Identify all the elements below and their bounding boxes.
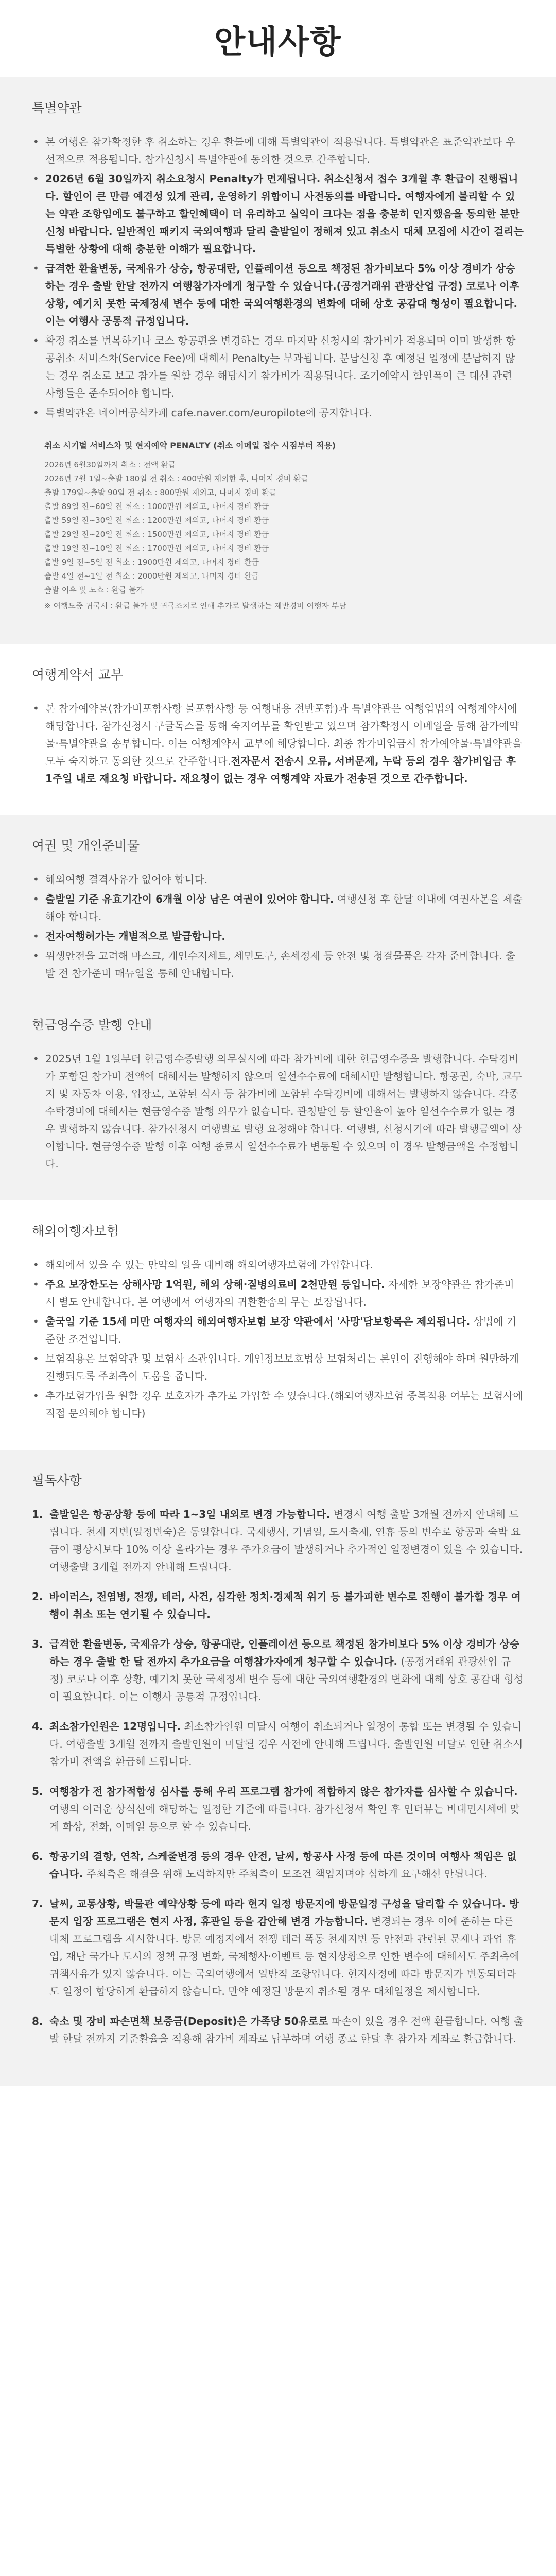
penalty-line: 출발 59일 전~30일 전 취소 : 1200만원 제외고, 나머지 경비 환급 [44, 516, 269, 525]
section-title: 현금영수증 발행 안내 [32, 1018, 152, 1032]
list-item: • 출국일 기준 15세 미만 여행자의 해외여행자보험 보장 약관에서 '사망'담보항목은 제외됩니다. 상법에 기준한 조건입니다. [32, 1313, 524, 1348]
penalty-line: 출발 179일~출발 90일 전 취소 : 800만원 제외고, 나머지 경비 환급 [44, 488, 276, 497]
list-item: • 급격한 환율변동, 국제유가 상승, 항공대란, 인플레이션 등으로 책정된 참가비보다 5% 이상 경비가 상승하는 경우 출발 한달 전까지 여행참가자에게 청구할 수 있습니다.(공정거래위 관광산업 규정) 코로나 이후 상황, 예기치 못한 국제정세 변수 등에 대한 국외여행환경의 변화에 대해 상호 공감대 형성이 필요합니다. 이는 여행사 공통적 규정입니다. [32, 260, 524, 330]
passport-section [0, 815, 556, 1010]
receipt-section [0, 1010, 556, 1200]
contract-list [32, 700, 524, 787]
list-item: • 2025년 1월 1일부터 현금영수증발행 의무실시에 따라 참가비에 대한 현금영수증을 발행합니다. 수탁경비가 포함된 참가비 전액에 대해서는 발행하지 않으며 일선수수료에 대해서만 발행합니다. 항공권, 숙박, 교무지 및 자동차 이용, 입장료, 포함된 식사 등 참가비에 포함된 수탁경비에 대해서는 발행하지 않습니다. 각종 수탁경비에 대해서는 현금영수증 발행 의무가 없습니다. 관청발인 등 할인율이 높아 일선수수료가 없는 경우 발행하지 않습니다. 참가신청시 여행발로 발행 요청해야 합니다. 여행별, 신청시기에 따라 발행금액이 상이합니다. 현금영수증 발행 이후 여행 종료시 일선수수료가 변동될 수 있으며 이 경우 발행금액을 수정합니다. [32, 1050, 524, 1173]
list-item: 5. 여행참가 전 참가적합성 심사를 통해 우리 프로그램 참가에 적합하지 않은 참가자를 심사할 수 있습니다. 여행의 이러운 상식선에 해당하는 일정한 기준에 따릅니다. 참가신청서 확인 후 인터뷰는 비대면시세에 맞게 화상, 전화, 이메일 등으로 할 수 있습니다. [32, 1785, 520, 1833]
section-title: 특별약관 [32, 100, 82, 115]
list-item: • 확정 취소를 번복하거나 코스 항공편을 변경하는 경우 마지막 신청시의 참가비가 적용되며 이미 발생한 항공취소 서비스차(Service Fee)에 대해서 Penalty는 부과됩니다. 분납신청 후 예정된 일정에 분납하지 않는 경우 취소로 보고 참가를 원할 경우 해당시기 참가비가 적용됩니다. 조기예약시 할인폭이 큰 대신 관련 사항들은 준수되어야 합니다. [32, 332, 524, 402]
penalty-line: 출발 89일 전~60일 전 취소 : 1000만원 제외고, 나머지 경비 환급 [44, 502, 269, 511]
list-item: • 주요 보장한도는 상해사망 1억원, 해외 상해·질병의료비 2천만원 등입니다. 자세한 보장약관은 참가준비 시 별도 안내합니다. 본 여행에서 여행자의 귀환환송의 무는 보장됩니다. [32, 1276, 524, 1311]
penalty-line: 출발 19일 전~10일 전 취소 : 1700만원 제외고, 나머지 경비 환급 [44, 544, 269, 553]
list-item: • 보험적용은 보험약관 및 보험사 소관입니다. 개인정보보호법상 보험처리는 본인이 진행해야 하며 원만하게 진행되도록 주최측이 도움을 줍니다. [32, 1350, 524, 1385]
section-title: 필독사항 [32, 1473, 82, 1488]
section-title: 해외여행자보험 [32, 1224, 119, 1239]
penalty-line: 출발 이후 및 노쇼 : 환급 불가 [44, 585, 144, 595]
list-item: • 해외여행 결격사유가 없어야 합니다. [32, 871, 524, 888]
list-item: 8. 숙소 및 장비 파손면책 보증금(Deposit)은 가족당 50유로로 파손이 있을 경우 전액 환급합니다. 여행 출발 한달 전까지 기준환율을 적용해 참가비 계좌로 납부하며 여행 종료 한달 후 참가자 계좌로 환급합니다. [32, 2015, 524, 2045]
notes-section [0, 1450, 556, 2086]
list-item: • 추가보험가입을 원할 경우 보호자가 추가로 가입할 수 있습니다.(해외여행자보험 중복적용 여부는 보험사에 직접 문의해야 합니다) [32, 1387, 524, 1422]
penalty-table-title: 취소 시기별 서비스차 및 현지예약 PENALTY (취소 이메일 접수 시점부터 적용) [44, 440, 336, 450]
page-title: 안내사항 [214, 22, 342, 60]
special-terms-section [0, 77, 556, 644]
contract-section [0, 644, 556, 815]
penalty-table [44, 439, 524, 613]
special-terms-list [32, 133, 524, 421]
list-item: 1. 출발일은 항공상황 등에 따라 1~3일 내외로 변경 가능합니다. 변경시 여행 출발 3개월 전까지 안내해 드립니다. 천재 지변(일정변숙)은 동일합니다. 국제행사, 기념일, 도시축제, 연휴 등의 변수로 항공과 숙박 요금이 평상시보다 10% 이상 올라가는 경우 주가요금이 발생하거나 추가적인 일정변경이 있을 수 있습니다. 여행출발 3개월 전까지 안내해 드립니다. [32, 1508, 523, 1573]
insurance-list [32, 1256, 524, 1422]
receipt-list [32, 1050, 524, 1173]
penalty-line: 출발 9일 전~5일 전 취소 : 1900만원 제외고, 나머지 경비 환급 [44, 557, 259, 567]
penalty-line: 출발 29일 전~20일 전 취소 : 1500만원 제외고, 나머지 경비 환급 [44, 530, 269, 539]
insurance-section [0, 1200, 556, 1450]
penalty-line: 2026년 6월30일까지 취소 : 전액 환급 [44, 460, 176, 469]
list-item: 2. 바이러스, 전염병, 전쟁, 테러, 사건, 심각한 정치·경제적 위기 등 불가피한 변수로 진행이 불가할 경우 여행이 취소 또는 연기될 수 있습니다. [32, 1590, 521, 1620]
title-bar [0, 0, 556, 77]
section-title: 여행계약서 교부 [32, 667, 123, 682]
list-item: • 전자여행허가는 개별적으로 발급합니다. [32, 927, 524, 945]
notes-list [32, 1505, 524, 2047]
list-item: 4. 최소참가인원은 12명입니다. 최소참가인원 미달시 여행이 취소되거나 일정이 통합 또는 변경될 수 있습니다. 여행출발 3개월 전까지 출발인원이 미달될 경우 사전에 안내해 드립니다. 출발인원 미달로 인한 취소시 참가비 전액을 환급해 드립니다. [32, 1720, 523, 1768]
penalty-note: ※ 여행도중 귀국시 : 환급 불가 및 귀국조치로 인해 추가로 발생하는 제반경비 여행자 부담 [44, 601, 346, 611]
penalty-line: 2026년 7월 1일~출발 180일 전 취소 : 400만원 제외한 후, 나머지 경비 환급 [44, 474, 308, 483]
list-item: • 본 참가예약물(참가비포함사항 불포함사항 등 여행내용 전반포함)과 특별약관은 여행업법의 여행계약서에 해당합니다. 참가신청시 구글독스를 통해 숙지여부를 확인받고 있으며 참가확정시 이메일을 통해 참가예약물·특별약관을 송부합니다. 이는 여행계약서 교부에 해당합니다. 최종 참가비입금시 참가예약물·특별약관을 모두 숙지하고 동의한 것으로 간주합니다.전자문서 전송시 오류, 서버문제, 누락 등의 경우 참가비입금 후 1주일 내로 재요청 바랍니다. 재요청이 없는 경우 여행계약 자료가 전송된 것으로 간주합니다. [32, 700, 524, 787]
list-item: • 출발일 기준 유효기간이 6개월 이상 남은 여권이 있어야 합니다. 여행신청 후 한달 이내에 여권사본을 제출해야 합니다. [32, 890, 524, 925]
list-item: • 본 여행은 참가확정한 후 취소하는 경우 환불에 대해 특별약관이 적용됩니다. 특별약관은 표준약관보다 우선적으로 적용됩니다. 참가신청시 특별약관에 동의한 것으로 간주합니다. [32, 133, 524, 168]
list-item: 7. 날씨, 교통상황, 박물관 예약상황 등에 따라 현지 일정 방문지에 방문일정 구성을 달리할 수 있습니다. 방문지 입장 프로그램은 현지 사정, 휴관일 등을 감안해 변경 가능합니다. 변경되는 경우 이에 준하는 다른 대체 프로그램을 제시합니다. 방문 예정지에서 전쟁 테러 폭동 천재지변 등 안전과 관련된 문제나 파업 휴업, 재난 국가나 도시의 정책 규정 변화, 국제행사·이벤트 등 현지상황으로 인한 변수에 대해서도 주최측에 귀책사유가 있지 않습니다. 이는 국외여행에서 일반적 조항입니다. 현지사정에 따라 방문지가 변동되더라도 일정이 합당하게 환급하지 않습니다. 만약 예정된 방문지 취소될 경우 대체일정을 제시합니다. [32, 1897, 520, 1997]
section-title: 여권 및 개인준비물 [32, 838, 140, 853]
list-item: 3. 급격한 환율변동, 국제유가 상승, 항공대란, 인플레이션 등으로 책정된 참가비보다 5% 이상 경비가 상승하는 경우 출발 한 달 전까지 추가요금을 여행참가자에게 청구할 수 있습니다. (공정거래위 관광산업 규정) 코로나 이후 상황, 예기치 못한 국제정세 변수 등에 대한 국외여행환경의 변화에 대해 상호 공감대 형성이 필요합니다. 이는 여행사 공통적 규정입니다. [32, 1638, 524, 1703]
penalty-line: 출발 4일 전~1일 전 취소 : 2000만원 제외고, 나머지 경비 환급 [44, 571, 259, 581]
list-item: • 해외에서 있을 수 있는 만약의 일을 대비해 해외여행자보험에 가입합니다. [32, 1256, 524, 1274]
list-item: 6. 항공기의 결항, 연착, 스케줄변경 등의 경우 안전, 날씨, 항공사 사정 등에 따른 것이며 여행사 책임은 없습니다. 주최측은 해결을 위해 노력하지만 주최측이 모조건 책임지며야 심하게 요구해선 안됩니다. [32, 1850, 517, 1880]
passport-list [32, 871, 524, 982]
list-item: • 특별약관은 네이버공식카페 cafe.naver.com/europilote에 공지합니다. [32, 404, 524, 421]
list-item: • 위생안전을 고려해 마스크, 개인수저세트, 세면도구, 손세정제 등 안전 및 청결물품은 각자 준비합니다. 출발 전 참가준비 매뉴얼을 통해 안내합니다. [32, 947, 524, 982]
list-item: • 2026년 6월 30일까지 취소요청시 Penalty가 면제됩니다. 취소신청서 접수 3개월 후 환급이 진행됩니다. 할인이 큰 만큼 예견성 있게 관리, 운영하기 위함이니 사전동의를 바랍니다. 여행자에게 불리할 수 있는 약관 조항임에도 불구하고 할인혜택이 더 유리하고 실익이 크다는 점을 충분히 인지했음을 동의한 분만 신청 바랍니다. 일반적인 패키지 국외여행과 달리 출발일이 정해져 있고 취소시 대체 모집에 시간이 걸리는 특별한 상황에 대해 충분한 이해가 필요합니다. [32, 170, 524, 258]
